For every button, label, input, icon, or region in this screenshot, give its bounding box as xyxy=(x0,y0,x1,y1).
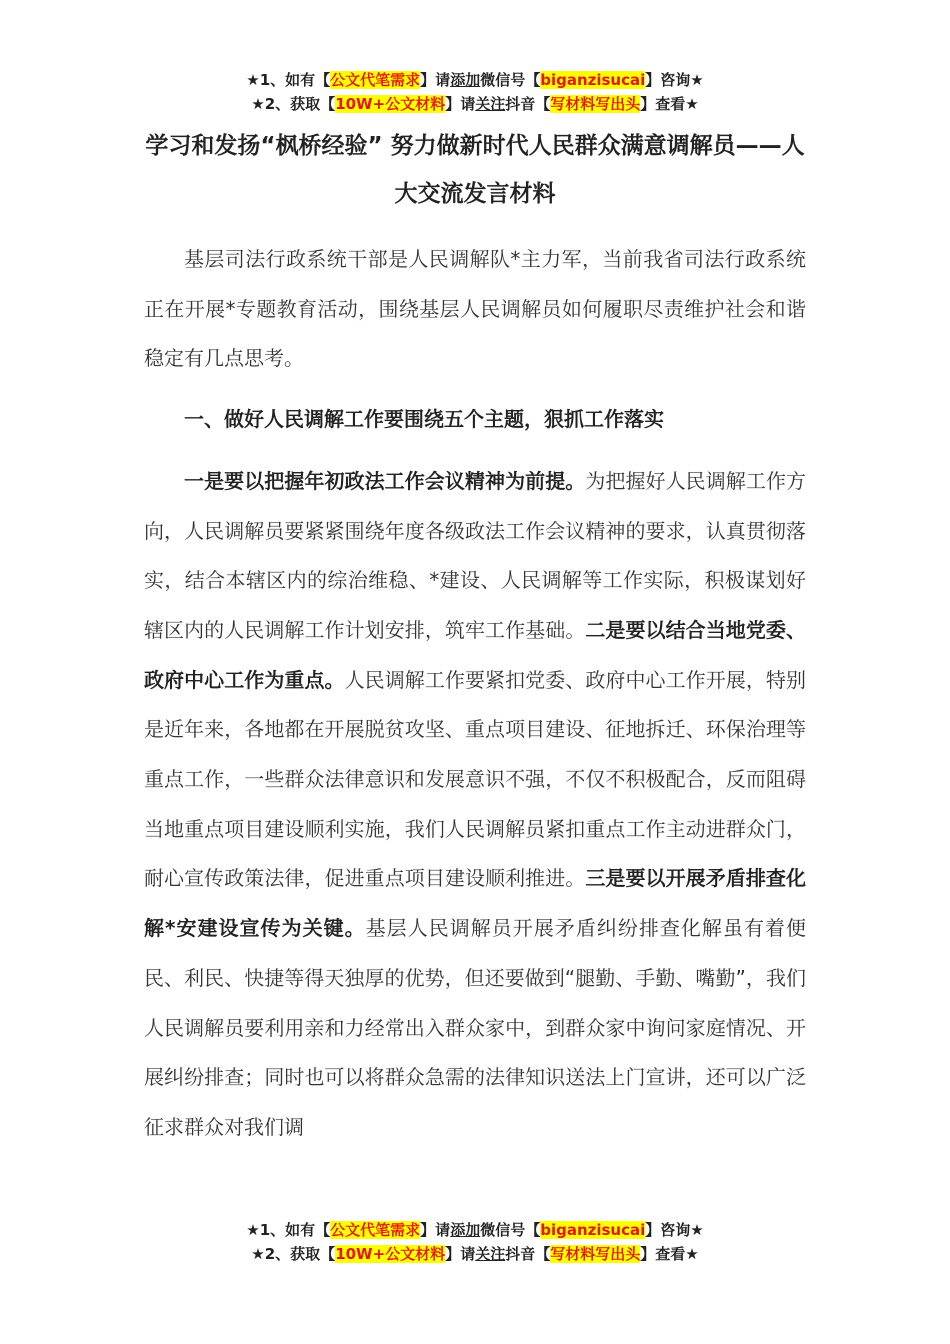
promo-highlight: 写材料写出头 xyxy=(550,1245,641,1263)
promo-text: 】查看★ xyxy=(640,95,699,113)
section-heading: 一、做好人民调解工作要围绕五个主题，狠抓工作落实 xyxy=(184,407,664,432)
promo-underline: 添加 xyxy=(450,71,481,89)
bottom-promo-banner xyxy=(0,1218,950,1266)
promo-text: 】查看★ xyxy=(640,1245,699,1263)
promo-underline: 关注 xyxy=(475,95,506,113)
promo-text: 抖音【 xyxy=(505,1245,551,1263)
promo-text: 抖音【 xyxy=(505,95,551,113)
promo-underline: 关注 xyxy=(475,1245,506,1263)
promo-text: ★2、获取【 xyxy=(251,1245,336,1263)
document-body xyxy=(144,235,806,1153)
promo-highlight: 10W+公文材料 xyxy=(335,1245,446,1263)
promo-text: 】请 xyxy=(445,1245,476,1263)
promo-text: ★2、获取【 xyxy=(251,95,336,113)
promo-text: 】咨询★ xyxy=(645,1221,704,1239)
promo-text: 微信号【 xyxy=(480,71,541,89)
promo-line-1 xyxy=(0,68,950,92)
promo-line-2 xyxy=(0,92,950,116)
intro-paragraph: 基层司法行政系统干部是人民调解队*主力军，当前我省司法行政系统正在开展*专题教育活动，围绕基层人民调解员如何履职尽责维护社会和谐稳定有几点思考。 xyxy=(144,247,806,371)
bold-lead: 二是要以结合当地党委、政府中心工作为重点。 xyxy=(144,617,806,692)
promo-highlight: biganzisucai xyxy=(540,1221,646,1239)
promo-text: 】请 xyxy=(420,71,451,89)
promo-highlight: biganzisucai xyxy=(540,71,646,89)
body-paragraph xyxy=(144,457,806,1153)
promo-text: 】咨询★ xyxy=(645,71,704,89)
promo-text: 】请 xyxy=(445,95,476,113)
paragraph-text: 为把握好人民调解工作方向，人民调解员要紧紧围绕年度各级政法工作会议精神的要求，认真贯彻落实，结合本辖区内的综治维稳、*建设、人民调解等工作实际，积极谋划好辖区内的人民调解工作计划安排，筑牢工作基础。 xyxy=(144,468,807,642)
promo-text: 】请 xyxy=(420,1221,451,1239)
promo-text: 微信号【 xyxy=(480,1221,541,1239)
promo-highlight: 公文代笔需求 xyxy=(330,1221,421,1239)
promo-text: ★1、如有【 xyxy=(246,1221,331,1239)
promo-text: ★1、如有【 xyxy=(246,71,331,89)
paragraph-text: 人民调解工作要紧扣党委、政府中心工作开展，特别是近年来，各地都在开展脱贫攻坚、重点项目建设、征地拆迁、环保治理等重点工作，一些群众法律意识和发展意识不强，不仅不积极配合，反而阻碍当地重点项目建设顺利实施，我们人民调解员紧扣重点工作主动进群众门，耐心宣传政策法律，促进重点项目建设顺利推进。 xyxy=(144,667,806,891)
document-title: 学习和发扬“枫桥经验” 努力做新时代人民群众满意调解员——人大交流发言材料 xyxy=(145,133,805,207)
bold-lead: 一是要以把握年初政法工作会议精神为前提。 xyxy=(184,468,586,493)
bold-lead: 三是要以开展矛盾排查化解*安建设宣传为关键。 xyxy=(144,866,806,941)
promo-highlight: 公文代笔需求 xyxy=(330,71,421,89)
promo-highlight: 10W+公文材料 xyxy=(335,95,446,113)
paragraph-text: 基层人民调解员开展矛盾纠纷排查化解虽有着便民、利民、快捷等得天独厚的优势，但还要做到“腿勤、手勤、嘴勤”，我们人民调解员要利用亲和力经常出入群众家中，到群众家中询问家庭情况、开展纠纷排查；同时也可以将群众急需的法律知识送法上门宣讲，还可以广泛征求群众对我们调 xyxy=(144,916,806,1139)
promo-line-2 xyxy=(0,1242,950,1266)
top-promo-banner xyxy=(0,68,950,116)
promo-highlight: 写材料写出头 xyxy=(550,95,641,113)
promo-underline: 添加 xyxy=(450,1221,481,1239)
promo-line-1 xyxy=(0,1218,950,1242)
